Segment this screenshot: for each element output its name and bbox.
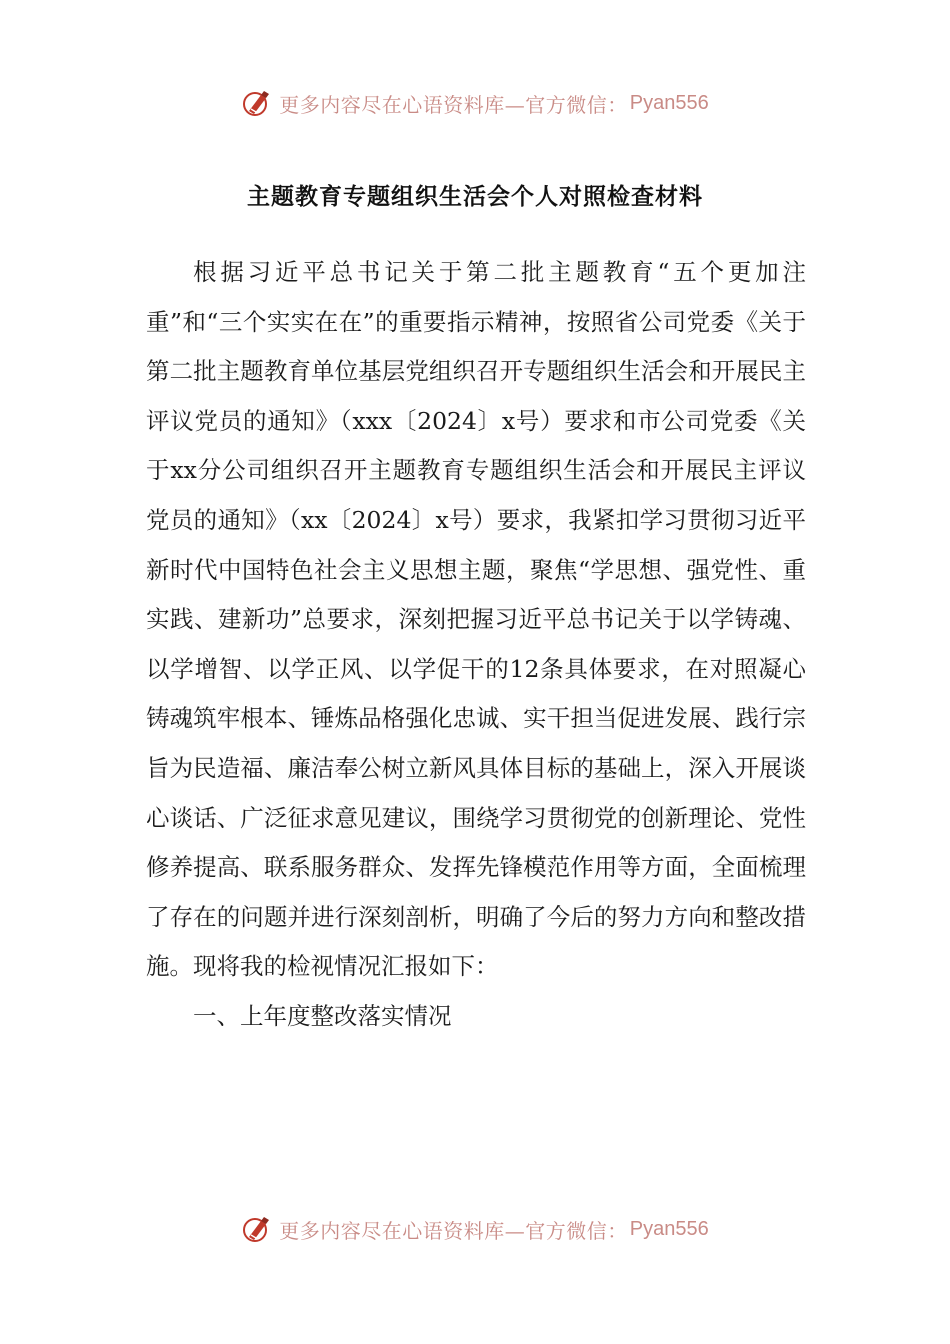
watermark-text: 更多内容尽在心语资料库—官方微信： bbox=[279, 1218, 628, 1243]
pen-nib-logo-icon bbox=[241, 1213, 273, 1245]
watermark-header bbox=[0, 83, 950, 123]
intro-paragraph: 根据习近平总书记关于第二批主题教育“五个更加注重”和“三个实实在在”的重要指示精神，按照省公司党委《关于第二批主题教育单位基层党组织召开专题组织生活会和开展民主评议党员的通知》（xxx〔2024〕x号）要求和市公司党委《关于xx分公司组织召开主题教育专题组织生活会和开展民主评议党员的通知》（xx〔2024〕x号）要求，我紧扣学习贯彻习近平新时代中国特色社会主义思想主题，聚焦“学思想、强党性、重实践、建新功”总要求，深刻把握习近平总书记关于以学铸魂、以学增智、以学正风、以学促干的12条具体要求，在对照凝心铸魂筑牢根本、锤炼品格强化忠诚、实干担当促进发展、践行宗旨为民造福、廉洁奉公树立新风具体目标的基础上，深入开展谈心谈话、广泛征求意见建议，围绕学习贯彻党的创新理论、党性修养提高、联系服务群众、发挥先锋模范作用等方面，全面梳理了存在的问题并进行深刻剖析，明确了今后的努力方向和整改措施。现将我的检视情况汇报如下： bbox=[146, 258, 806, 981]
pen-nib-logo-icon bbox=[241, 87, 273, 119]
watermark-text: 更多内容尽在心语资料库—官方微信： bbox=[279, 92, 628, 117]
watermark-footer bbox=[0, 1209, 950, 1249]
watermark-wechat-id: Pyan556 bbox=[629, 91, 709, 114]
section-heading: 一、上年度整改落实情况 bbox=[193, 1001, 452, 1030]
watermark-wechat-id: Pyan556 bbox=[629, 1217, 709, 1240]
document-title: 主题教育专题组织生活会个人对照检查材料 bbox=[247, 183, 703, 210]
document-body bbox=[146, 248, 806, 1042]
